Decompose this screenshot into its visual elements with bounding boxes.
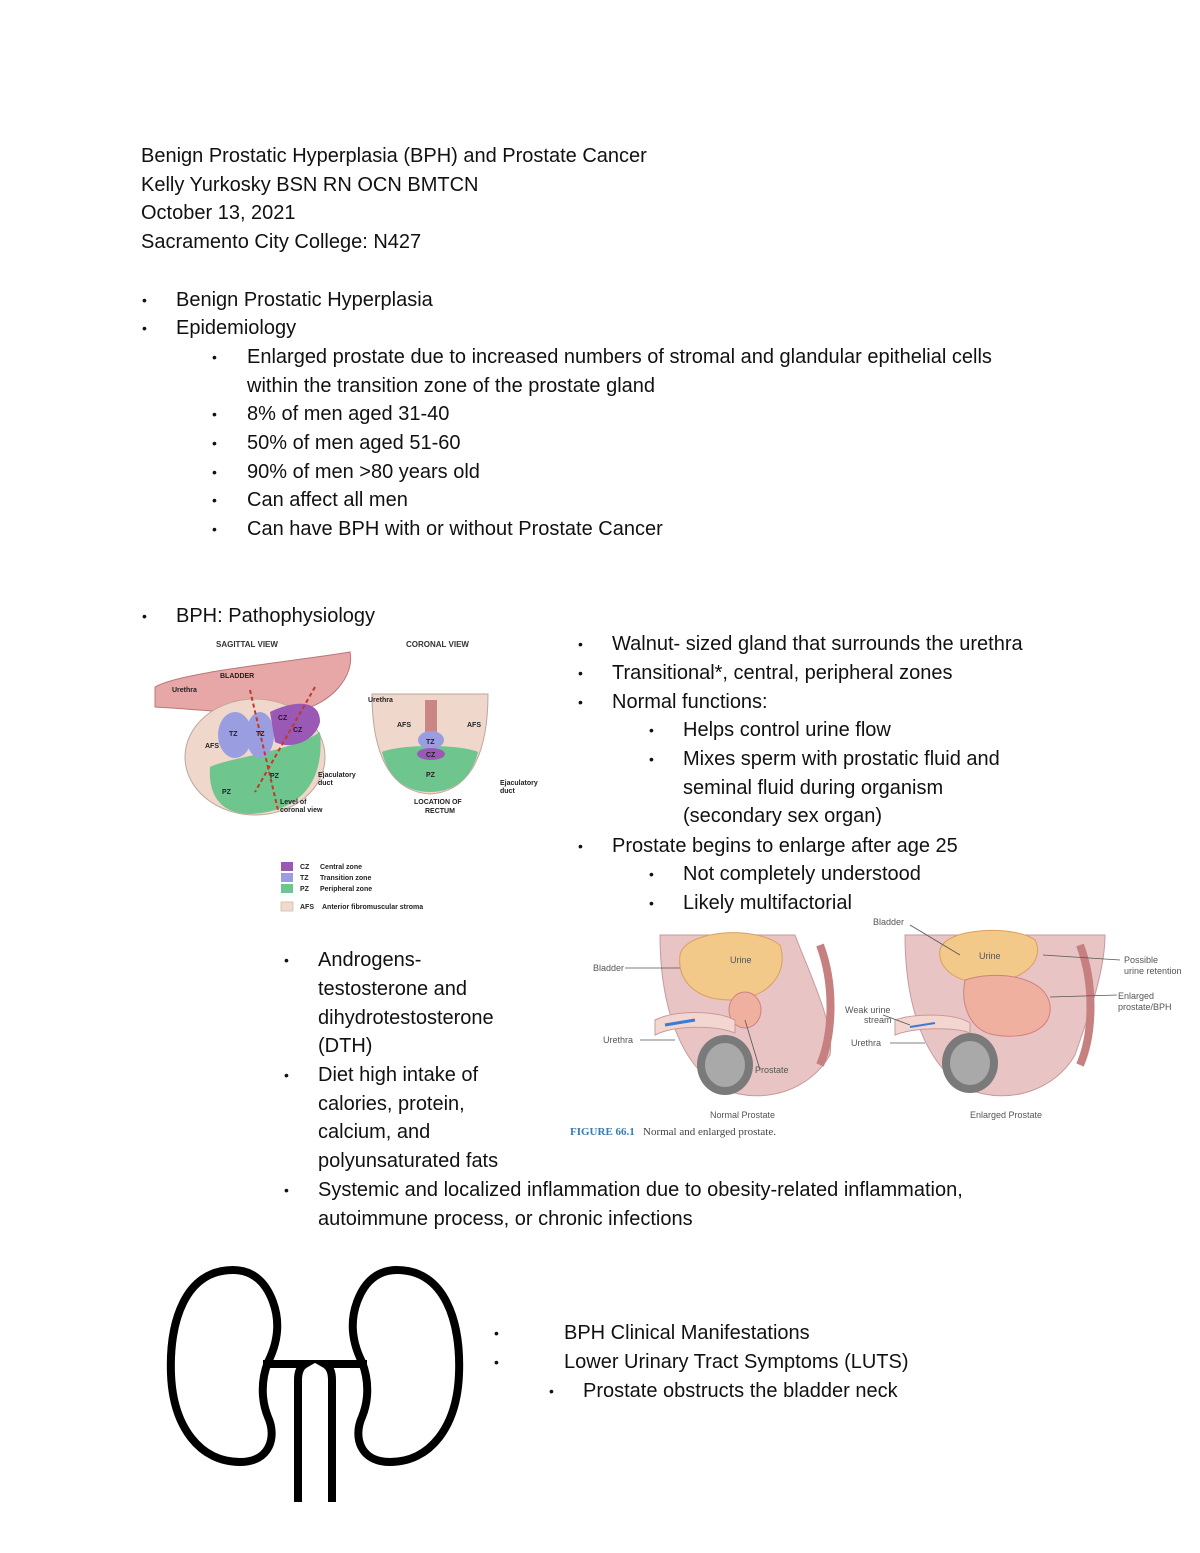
normal-caption: Normal Prostate	[710, 1110, 776, 1120]
bullet: •	[212, 406, 217, 422]
course-line: Sacramento City College: N427	[141, 231, 422, 253]
bullet: •	[649, 866, 654, 882]
bullet: •	[578, 636, 583, 652]
possible-retention-label: urine retention	[1124, 966, 1182, 976]
figure-caption: Normal and enlarged prostate.	[643, 1126, 776, 1138]
list-item: Systemic and localized inflammation due to obesity-related inflammation,	[318, 1179, 963, 1201]
legend-swatch	[281, 902, 293, 911]
list-item: Transitional*, central, peripheral zones	[612, 662, 953, 684]
sagittal-view-title: SAGITTAL VIEW	[216, 640, 278, 649]
coronal-view-illustration	[368, 694, 538, 815]
pz-label: PZ	[270, 773, 279, 780]
list-item: Epidemiology	[176, 317, 297, 339]
bullet: •	[284, 1182, 289, 1198]
bullet: •	[578, 838, 583, 854]
list-item: Diet high intake of	[318, 1064, 479, 1086]
list-item: Prostate begins to enlarge after age 25	[612, 835, 958, 857]
legend-swatch	[281, 873, 293, 882]
bullet: •	[494, 1354, 499, 1370]
bullet: •	[212, 435, 217, 451]
date-line: October 13, 2021	[141, 202, 296, 224]
bullet: •	[212, 464, 217, 480]
pz-label: PZ	[426, 772, 435, 779]
list-item: Enlarged prostate due to increased numbers of stromal and glandular epithelial cells	[247, 346, 992, 368]
legend-swatch	[281, 884, 293, 893]
cz-label: CZ	[293, 727, 303, 734]
bladder-label: Bladder	[593, 963, 625, 973]
list-item-continuation: calcium, and	[318, 1121, 431, 1143]
list-item: Prostate obstructs the bladder neck	[583, 1380, 898, 1402]
list-item-continuation: within the transition zone of the prostate gland	[247, 375, 656, 397]
list-item: Likely multifactorial	[683, 892, 852, 914]
list-item: Not completely understood	[683, 863, 921, 885]
weak-stream-label: Weak urine	[845, 1005, 891, 1015]
level-label: coronal view	[280, 807, 323, 814]
tz-label: TZ	[426, 739, 435, 746]
enlarged-caption: Enlarged Prostate	[970, 1110, 1043, 1120]
bullet: •	[649, 722, 654, 738]
ejaculatory-duct-label: Ejaculatory	[500, 780, 538, 787]
list-item: Walnut- sized gland that surrounds the urethra	[612, 633, 1023, 655]
list-item: Lower Urinary Tract Symptoms (LUTS)	[564, 1351, 909, 1373]
section-heading: BPH: Pathophysiology	[176, 605, 376, 627]
list-item: Normal functions:	[612, 691, 768, 713]
legend-text: Anterior fibromuscular stroma	[322, 904, 424, 911]
bullet: •	[549, 1383, 554, 1399]
bullet: •	[142, 320, 147, 336]
list-item: Mixes sperm with prostatic fluid and	[683, 748, 1000, 770]
pz-label: PZ	[222, 789, 231, 796]
list-item: Can have BPH with or without Prostate Cancer	[247, 518, 663, 540]
zone-legend	[281, 862, 423, 911]
bullet: •	[284, 952, 289, 968]
prostate-zones-figure	[150, 632, 550, 912]
ejaculatory-duct-label: Ejaculatory	[318, 772, 356, 779]
list-item-continuation: polyunsaturated fats	[318, 1150, 499, 1172]
list-item: 90% of men >80 years old	[247, 461, 480, 483]
afs-label: AFS	[205, 743, 219, 750]
list-item-continuation: calories, protein,	[318, 1093, 465, 1115]
bullet: •	[494, 1325, 499, 1341]
list-item: 50% of men aged 51-60	[247, 432, 461, 454]
urethra-label: Urethra	[368, 697, 393, 704]
rectum-label: LOCATION OF	[414, 799, 462, 806]
legend-code: CZ	[300, 864, 310, 871]
bullet: •	[284, 1067, 289, 1083]
afs-label: AFS	[397, 722, 411, 729]
list-item-continuation: (secondary sex organ)	[683, 805, 882, 827]
legend-swatch	[281, 862, 293, 871]
legend-text: Central zone	[320, 864, 363, 871]
afs-label: AFS	[467, 722, 481, 729]
level-label: Level of	[280, 799, 307, 806]
bullet: •	[578, 694, 583, 710]
legend-code: PZ	[300, 886, 309, 893]
legend-code: AFS	[300, 904, 314, 911]
bullet: •	[578, 665, 583, 681]
tz-label: TZ	[229, 731, 238, 738]
legend-text: Peripheral zone	[320, 886, 373, 893]
list-item-continuation: autoimmune process, or chronic infections	[318, 1208, 693, 1230]
kidneys-icon	[165, 1262, 465, 1502]
prostate-label: Prostate	[755, 1065, 789, 1075]
legend-text: Transition zone	[320, 875, 372, 882]
bullet: •	[649, 751, 654, 767]
ejaculatory-duct-label: duct	[318, 780, 333, 787]
bullet: •	[212, 521, 217, 537]
enlarged-prostate-label: prostate/BPH	[1118, 1002, 1172, 1012]
urine-label: Urine	[730, 955, 752, 965]
list-item: Benign Prostatic Hyperplasia	[176, 289, 433, 311]
figure-number: FIGURE 66.1	[570, 1126, 635, 1138]
enlarged-prostate-illustration	[845, 917, 1182, 1120]
ejaculatory-duct-label: duct	[500, 788, 515, 795]
normal-prostate-illustration	[593, 933, 831, 1120]
urethra-label: Urethra	[603, 1035, 634, 1045]
bullet: •	[212, 349, 217, 365]
bullet: •	[649, 895, 654, 911]
list-item: 8% of men aged 31-40	[247, 403, 450, 425]
list-item: Androgens-	[318, 949, 422, 971]
urethra-label: Urethra	[851, 1038, 882, 1048]
legend-code: TZ	[300, 875, 309, 882]
urethra-label: Urethra	[172, 687, 197, 694]
enlarged-prostate-label: Enlarged	[1118, 991, 1155, 1001]
tz-label: TZ	[256, 731, 265, 738]
cz-label: CZ	[278, 715, 288, 722]
weak-stream-label: stream	[864, 1015, 892, 1025]
list-item-continuation: dihydrotestosterone	[318, 1007, 494, 1029]
list-item-continuation: testosterone and	[318, 978, 467, 1000]
sagittal-view-illustration	[155, 652, 356, 815]
list-item: BPH Clinical Manifestations	[564, 1322, 810, 1344]
rectum-label: RECTUM	[425, 808, 455, 815]
bullet: •	[212, 492, 217, 508]
list-item-continuation: (DTH)	[318, 1035, 373, 1057]
bullet: •	[142, 292, 147, 308]
list-item-continuation: seminal fluid during organism	[683, 777, 944, 799]
urine-label: Urine	[979, 951, 1001, 961]
coronal-view-title: CORONAL VIEW	[406, 640, 469, 649]
list-item: Helps control urine flow	[683, 719, 891, 741]
possible-retention-label: Possible	[1124, 955, 1159, 965]
bullet: •	[142, 608, 147, 624]
bladder-label: BLADDER	[220, 673, 255, 680]
document-title: Benign Prostatic Hyperplasia (BPH) and Prostate Cancer	[141, 145, 647, 167]
cz-label: CZ	[426, 752, 436, 759]
author-line: Kelly Yurkosky BSN RN OCN BMTCN	[141, 174, 479, 196]
normal-enlarged-prostate-figure	[565, 915, 1195, 1143]
list-item: Can affect all men	[247, 489, 408, 511]
bladder-label: Bladder	[873, 917, 905, 927]
